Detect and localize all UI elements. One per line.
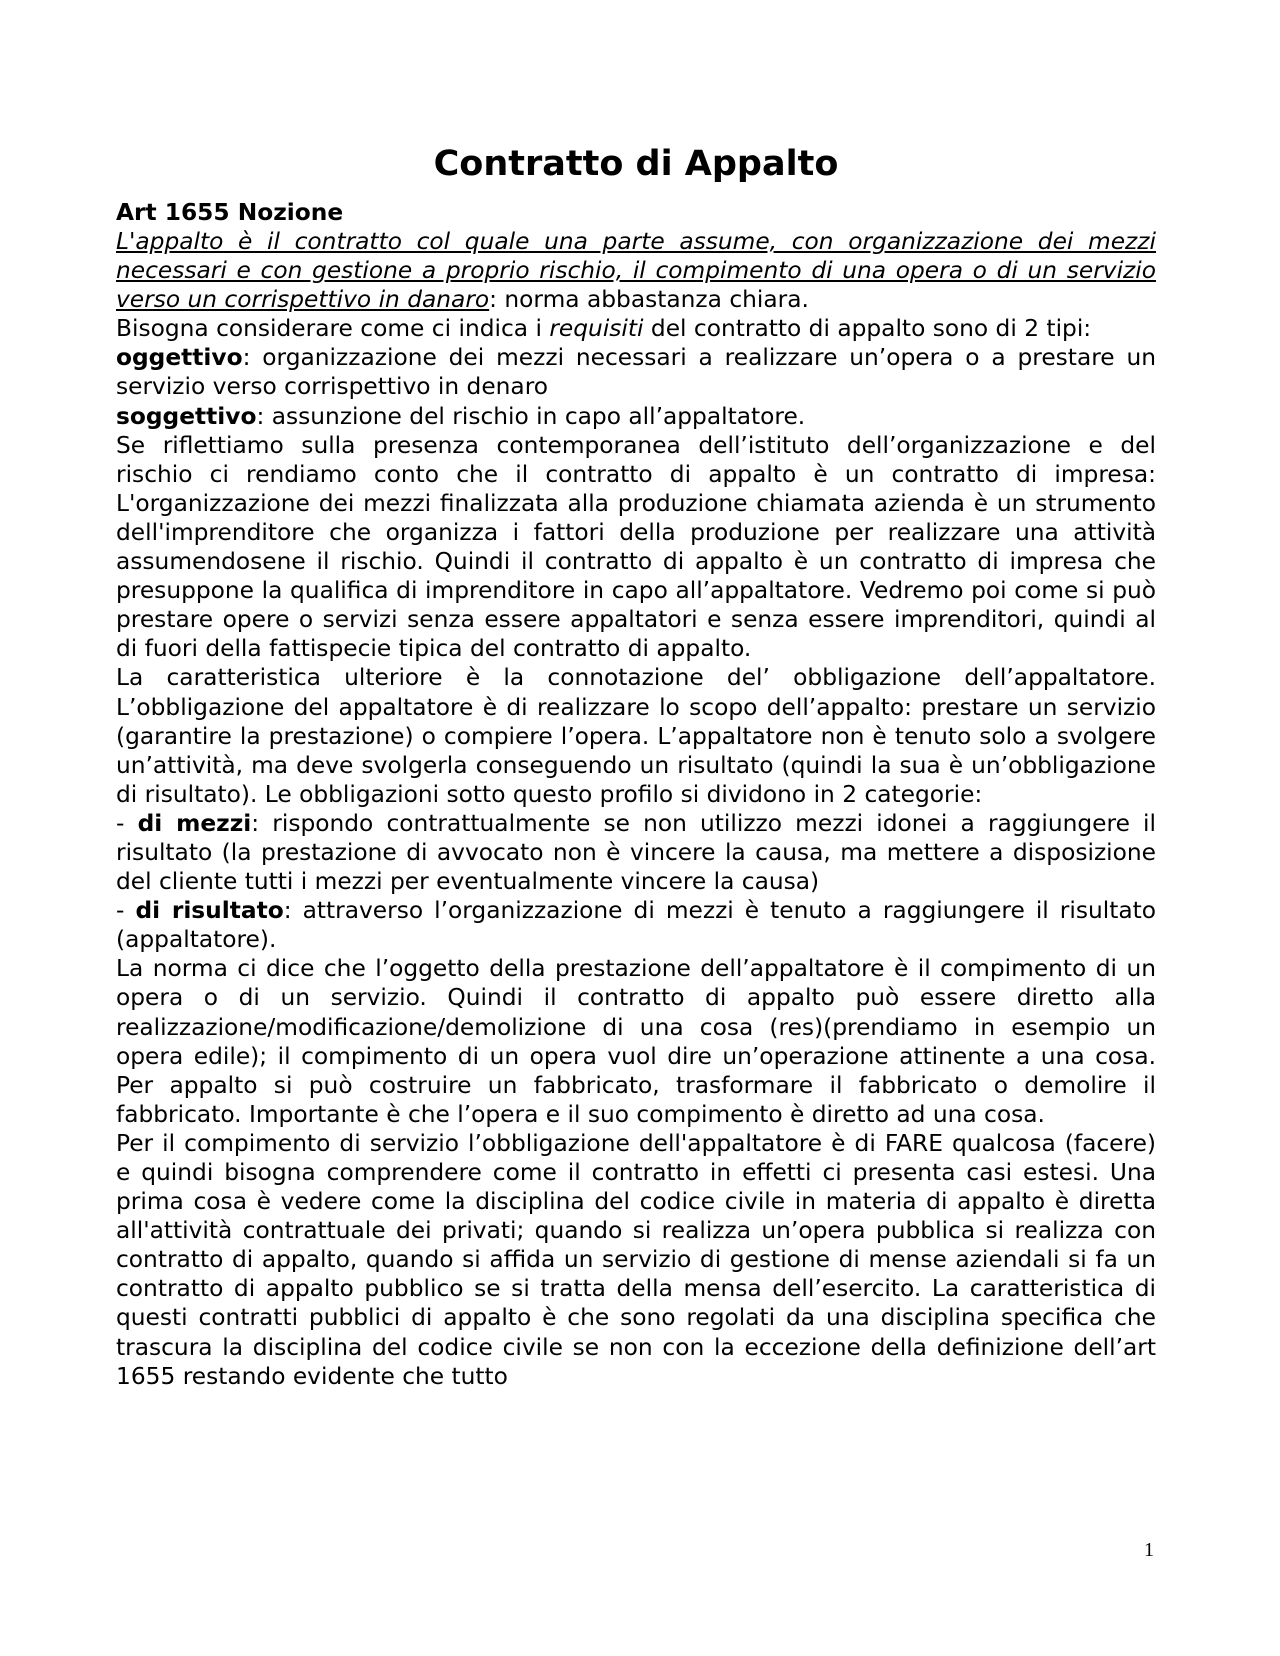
requirements-text-a: Bisogna considerare come ci indica i [116, 315, 550, 343]
paragraph-result [116, 896, 1156, 954]
paragraph-definition [116, 227, 1156, 314]
paragraph-enterprise: Se riflettiamo sulla presenza contemporanea dell’istituto dell’organizzazione e del rischio ci rendiamo conto che il contratto di appalto è un contratto di impresa: L'organizzazione dei mezzi finalizzata alla produzione chiamata azienda è un strumento dell'imprenditore che organizza i fattori della produzione per realizzare una attività assumendosene il rischio. Quindi il contratto di appalto è un contratto di impresa che presuppone la qualifica di imprenditore in capo all’appaltatore. Vedremo poi come si può prestare opere o servizi senza essere appaltatori e senza essere imprenditori, quindi al di fuori della fattispecie tipica del contratto di appalto. [116, 431, 1156, 663]
definition-quote: L'appalto è il contratto col quale una parte assume, con organizzazione dei mezzi necessari e con gestione a proprio rischio, il compimento di una opera o di un servizio verso un corrispettivo in danaro [116, 228, 1156, 314]
definition-comment: : norma abbastanza chiara. [489, 286, 809, 314]
objective-term: oggettivo [116, 344, 243, 372]
objective-text: : organizzazione dei mezzi necessari a realizzare un’opera o a prestare un servizio verso corrispettivo in denaro [116, 344, 1156, 401]
requirements-text-b: del contratto di appalto sono di 2 tipi: [643, 315, 1092, 343]
document-title: Contratto di Appalto [433, 144, 839, 184]
result-dash: - [116, 897, 136, 925]
subjective-text: : assunzione del rischio in capo all’appaltatore. [256, 402, 806, 430]
means-dash: - [116, 809, 138, 837]
result-text: : attraverso l’organizzazione di mezzi è tenuto a raggiungere il risultato (appaltatore). [116, 897, 1157, 954]
paragraph-obligation: La caratteristica ulteriore è la connotazione del’ obbligazione dell’appaltatore. L’obbligazione del appaltatore è di realizzare lo scopo dell’appalto: prestare un servizio (garantire la prestazione) o compiere l’opera. L’appaltatore non è tenuto solo a svolgere un’attività, ma deve svolgerla conseguendo un risultato (quindi la sua è un’obbligazione di risultato). Le obbligazioni sotto questo profilo si dividono in 2 categorie: [116, 664, 1156, 808]
article-heading: Art 1655 Nozione [116, 199, 344, 226]
requirements-italic: requisiti [549, 315, 644, 343]
result-term: di risultato [135, 897, 284, 925]
paragraph-object: La norma ci dice che l’oggetto della prestazione dell’appaltatore è il compimento di un opera o di un servizio. Quindi il contratto di appalto può essere diretto alla realizzazione/modificazione/demolizione di una cosa (res)(prendiamo in esempio un opera edile); il compimento di un opera vuol dire un’operazione attinente a una cosa. Per appalto si può costruire un fabbricato, trasformare il fabbricato o demolire il fabbricato. Importante è che l’opera e il suo compimento è diretto ad una cosa. [116, 955, 1156, 1128]
paragraph-requirements [116, 314, 1156, 343]
means-text: : rispondo contrattualmente se non utilizzo mezzi idonei a raggiungere il risultato (la prestazione di avvocato non è vincere la causa, ma mettere a disposizione del cliente tutti i mezzi per eventualmente vincere la causa) [116, 809, 1156, 896]
subjective-term: soggettivo [116, 402, 257, 430]
page-number: 1 [1144, 1539, 1154, 1561]
means-term: di mezzi [137, 809, 252, 837]
paragraph-means [116, 809, 1156, 896]
paragraph-objective [116, 343, 1156, 401]
paragraph-subjective [116, 402, 1156, 431]
document-page [116, 0, 1156, 1391]
document-body [116, 227, 1156, 1391]
paragraph-service: Per il compimento di servizio l’obbligazione dell'appaltatore è di FARE qualcosa (facere) e quindi bisogna comprendere come il contratto in effetti ci presenta casi estesi. Una prima cosa è vedere come la disciplina del codice civile in materia di appalto è diretta all'attività contrattuale dei privati; quando si realizza un’opera pubblica si realizza con contratto di appalto, quando si affida un servizio di gestione di mense aziendali si fa un contratto di appalto pubblico se si tratta della mensa dell’esercito. La caratteristica di questi contratti pubblici di appalto è che sono regolati da una disciplina specifica che trascura la disciplina del codice civile se non con la eccezione della definizione dell’art 1655 restando evidente che tutto [116, 1129, 1156, 1390]
